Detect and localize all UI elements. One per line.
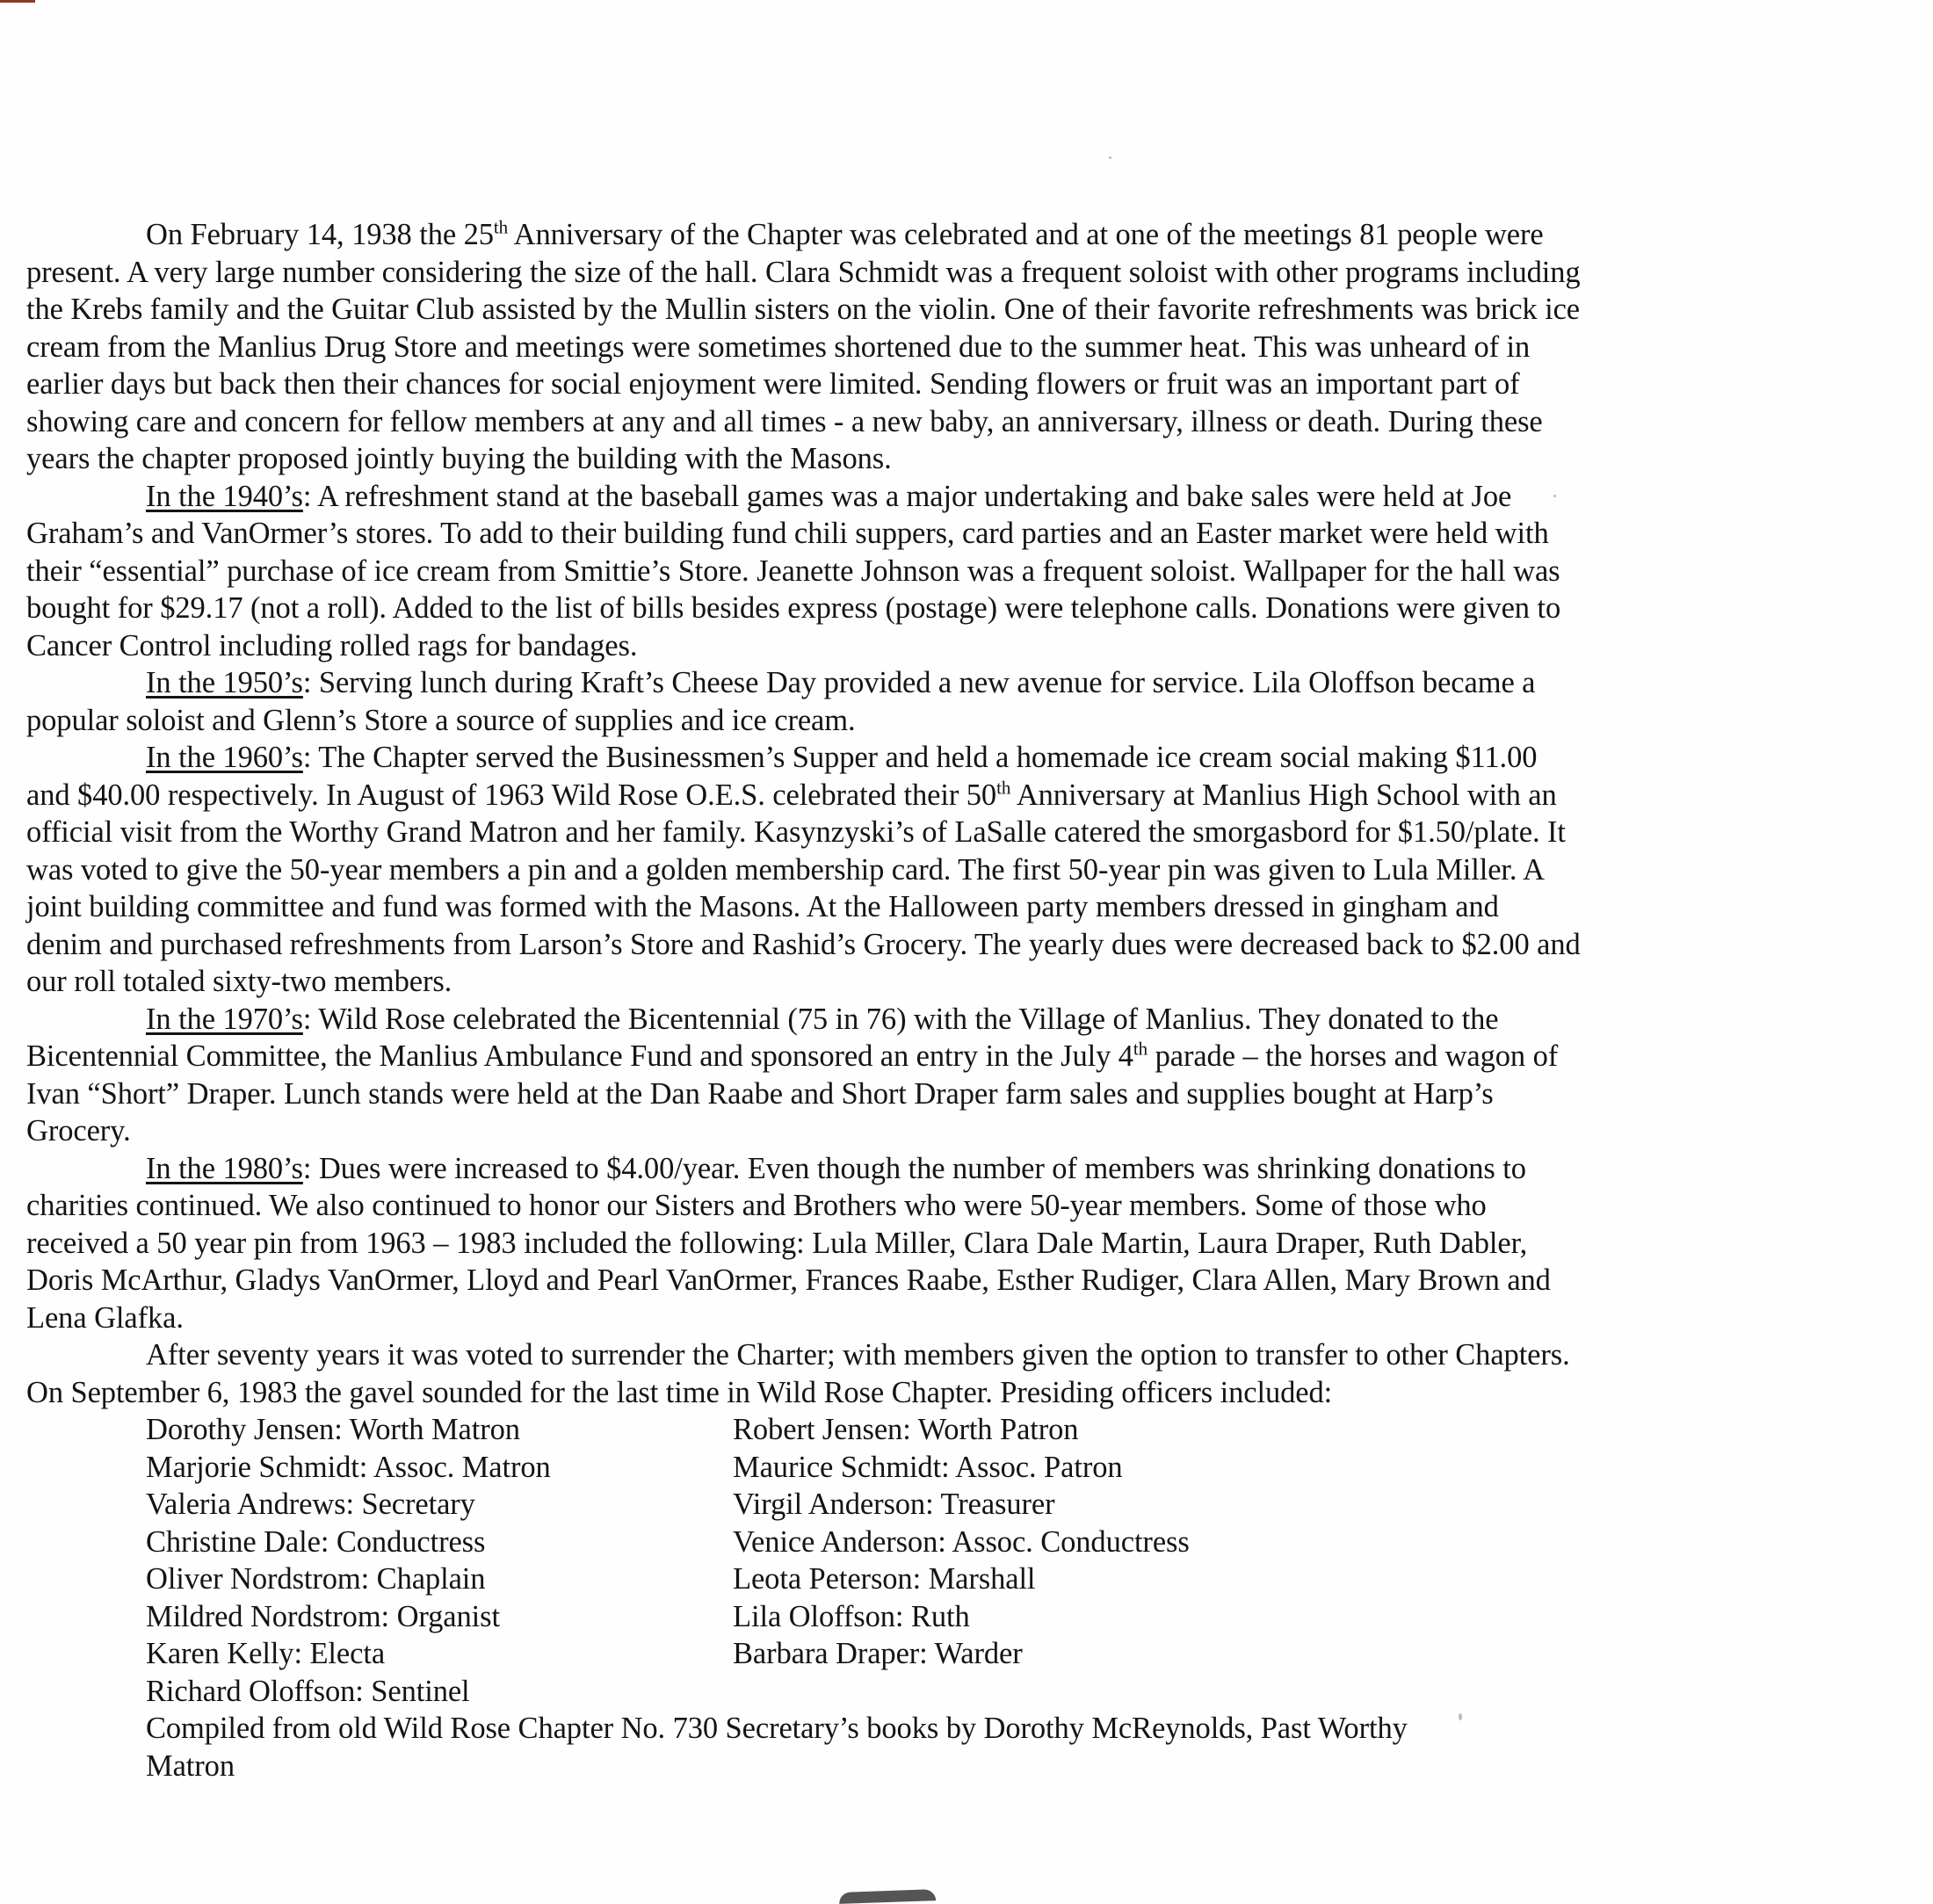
scan-speck [1109, 156, 1111, 159]
officer-entry: Maurice Schmidt: Assoc. Patron [733, 1450, 1123, 1484]
compiled-line-end: Matron [146, 1748, 235, 1783]
officer-entry: Oliver Nordstrom: Chaplain [146, 1562, 486, 1596]
paragraph-text: : Wild Rose celebrated the Bicentennial (75 in 76) with the Village of Manlius. They donated to the Bicentennial Committee, the Manlius Ambulance Fund and sponsored an entry in the July 4 [26, 1002, 1499, 1073]
officer-entry: Virgil Anderson: Treasurer [733, 1488, 1055, 1521]
officer-entry: Barbara Draper: Warder [733, 1637, 1023, 1670]
scan-smudge [839, 1889, 936, 1904]
paragraph-1980s [26, 1150, 1582, 1337]
paragraph-1950s [26, 664, 1582, 739]
scan-speck [1459, 1713, 1462, 1720]
officer-entry: Karen Kelly: Electa [146, 1637, 386, 1670]
superscript: th [996, 777, 1011, 798]
paragraph-1940s [26, 478, 1582, 665]
officer-entry: Leota Peterson: Marshall [733, 1562, 1036, 1596]
officer-entry: Valeria Andrews: Secretary [146, 1488, 475, 1521]
paragraph-1938 [26, 216, 1582, 478]
section-heading-1970s: In the 1970’s [146, 1002, 303, 1036]
superscript: th [493, 216, 509, 238]
officer-entry: Dorothy Jensen: Worth Matron [146, 1413, 520, 1446]
scan-speck [1553, 495, 1556, 497]
section-heading-1950s: In the 1950’s [146, 666, 303, 699]
officer-entry-empty [733, 1673, 1582, 1711]
paragraph-text: : A refreshment stand at the baseball games was a major undertaking and bake sales were held at Joe Graham’s and VanOrmer’s stores. To add to their building fund chili suppers, card parties and an Easter market were held with their “essential” purchase of ice cream from Smittie’s Store. Jeanette Johnson was a frequent soloist. Wallpaper for the hall was bought for $29.17 (not a roll). Added to the list of bills besides express (postage) were telephone calls. Donations were given to Cancer Control including rolled rags for bandages. [26, 479, 1561, 662]
paragraph-text: On February 14, 1938 the 25 [146, 218, 494, 251]
compiled-line: Compiled from old Wild Rose Chapter No. 730 Secretary’s books by Dorothy McReynolds, Past Worthy [146, 1712, 1408, 1745]
paragraph-text: parade – the horses and wagon of Ivan “Short” Draper. Lunch stands were held at the Dan Raabe and Short Draper farm sales and supplies bought at Harp’s Grocery. [26, 1039, 1559, 1147]
paragraph-text: : Serving lunch during Kraft’s Cheese Day provided a new avenue for service. Lila Oloffson became a popular soloist and Glenn’s Store a source of supplies and ice cream. [26, 666, 1536, 737]
officer-entry: Lila Oloffson: Ruth [733, 1599, 970, 1633]
paragraph-text: Anniversary of the Chapter was celebrated and at one of the meetings 81 people were present. A very large number considering the size of the hall. Clara Schmidt was a frequent soloist with other programs including the Krebs family and the Guitar Club assisted by the Mullin sisters on the violin. One of their favorite refreshments was brick ice cream from the Manlius Drug Store and meetings were sometimes shortened due to the summer heat. This was unheard of in earlier days but back then their chances for social enjoyment were limited. Sending flowers or fruit was an important part of showing care and concern for fellow members at any and all times - a new baby, an anniversary, illness or death. During these years the chapter proposed jointly buying the building with the Masons. [26, 218, 1581, 475]
paragraph-text: Anniversary at Manlius High School with an official visit from the Worthy Grand Matron and her family. Kasynzyski’s of LaSalle catered the smorgasbord for $1.50/plate. It was voted to give the 50-year members a pin and a golden membership card. The first 50-year pin was given to Lula Miller. A joint building committee and fund was formed with the Masons. At the Halloween party members dressed in gingham and denim and purchased refreshments from Larson’s Store and Rashid’s Grocery. The yearly dues were decreased back to $2.00 and our roll totaled sixty-two members. [26, 778, 1581, 998]
section-heading-1980s: In the 1980’s [146, 1151, 303, 1185]
scan-edge-mark [0, 0, 35, 3]
officer-entry: Robert Jensen: Worth Patron [733, 1413, 1079, 1446]
officer-entry: Richard Oloffson: Sentinel [146, 1674, 470, 1708]
officer-entry: Venice Anderson: Assoc. Conductress [733, 1524, 1190, 1559]
document-body [26, 216, 1582, 1785]
paragraph-text: : The Chapter served the Businessmen’s Supper and held a homemade ice cream social making $11.00 and $40.00 respectively. In August of 1963 Wild Rose O.E.S. celebrated their 50 [26, 741, 1538, 812]
section-heading-1940s: In the 1940’s [146, 479, 303, 513]
superscript: th [1133, 1038, 1148, 1060]
officer-entry: Mildred Nordstrom: Organist [146, 1599, 500, 1633]
section-heading-1960s: In the 1960’s [146, 741, 303, 774]
paragraph-closing: After seventy years it was voted to surrender the Charter; with members given the option to transfer to other Chapters. On September 6, 1983 the gavel sounded for the last time in Wild Rose Chapter. Presiding officers included: [26, 1338, 1570, 1409]
officer-entry: Marjorie Schmidt: Assoc. Matron [146, 1450, 551, 1484]
paragraph-text: : Dues were increased to $4.00/year. Even though the number of members was shrinking donations to charities continued. We also continued to honor our Sisters and Brothers who were 50-year members. Some of those who received a 50 year pin from 1963 – 1983 included the following: Lula Miller, Clara Dale Martin, Laura Draper, Ruth Dabler, Doris McArthur, Gladys VanOrmer, Lloyd and Pearl VanOrmer, Frances Raabe, Esther Rudiger, Clara Allen, Mary Brown and Lena Glafka. [26, 1151, 1551, 1335]
officer-entry: Christine Dale: Conductress [146, 1524, 486, 1559]
officers-list [26, 1411, 1582, 1710]
paragraph-1960s [26, 739, 1582, 1001]
paragraph-1970s [26, 1001, 1582, 1150]
